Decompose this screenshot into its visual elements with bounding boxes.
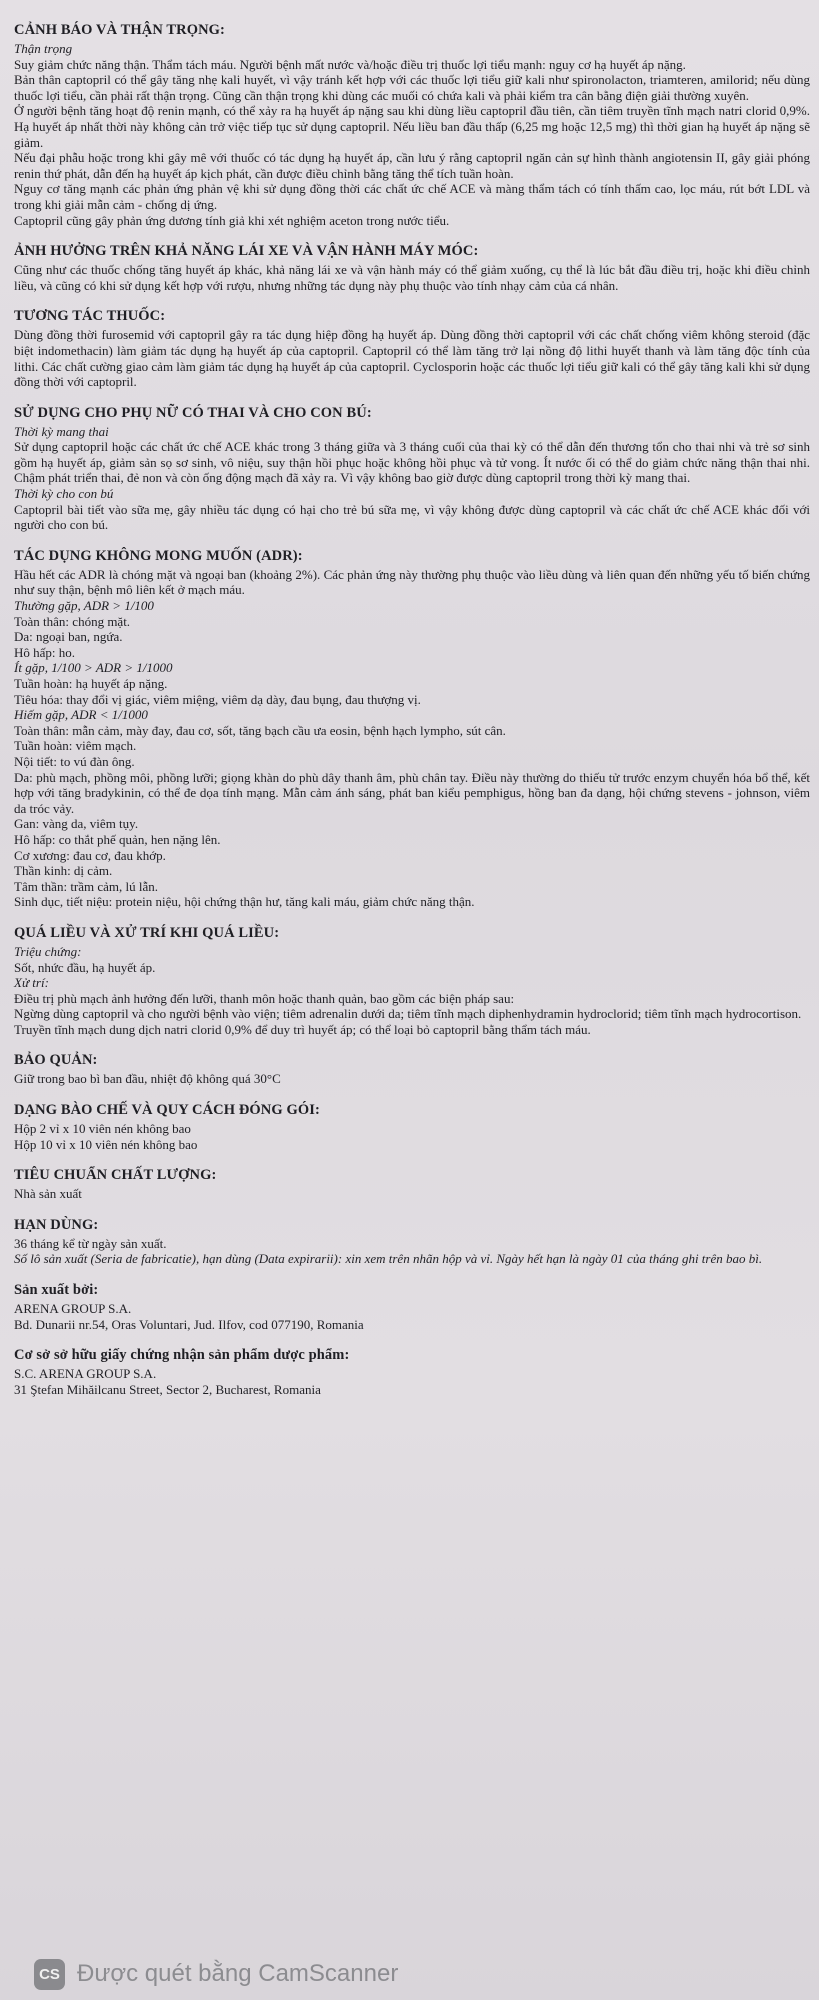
section-heading: SỬ DỤNG CHO PHỤ NỮ CÓ THAI VÀ CHO CON BÚ:	[14, 404, 372, 421]
section-heading: BẢO QUẢN:	[14, 1052, 98, 1069]
paragraph: Ở người bệnh tăng hoạt độ renin mạnh, có thể xảy ra hạ huyết áp nặng sau khi dùng liều captopril đầu tiên, cần tiêm truyền tĩnh mạch natri clorid 0,9%. Hạ huyết áp nhất thời này không cản trở việc tiếp tục sử dụng captopril. Nếu liều ban đầu thấp (6,25 mg hoặc 12,5 mg) thì thời gian hạ huyết áp nặng sẽ giảm.	[14, 103, 810, 150]
text-line: Tuần hoàn: hạ huyết áp nặng.	[14, 676, 168, 691]
leaflet-document	[14, 22, 810, 1412]
text-line: Toàn thân: chóng mặt.	[14, 613, 131, 629]
paragraph: Captopril cũng gây phản ứng dương tính giả khi xét nghiệm aceton trong nước tiểu.	[14, 212, 450, 228]
subheading: Thời kỳ mang thai	[14, 423, 109, 439]
subheading: Thường gặp, ADR > 1/100	[14, 598, 154, 614]
text-line: 36 tháng kể từ ngày sản xuất.	[14, 1235, 167, 1251]
section	[14, 1052, 810, 1087]
text-line: Sốt, nhức đầu, hạ huyết áp.	[14, 959, 156, 975]
paragraph: Dùng đồng thời furosemid với captopril gây ra tác dụng hiệp đồng hạ huyết áp. Dùng đồng thời captopril với các chất chống viêm không steroid (đặc biệt indomethacin) làm giảm tác dụng hạ huyết áp của captopril. Captopril có thể làm tăng trở lại nồng độ lithi huyết thanh và làm tăng độc tính của lithi. Các chất cường giao cảm làm giảm tác dụng hạ huyết áp của captopril. Cyclosporin hoặc các thuốc lợi tiểu giữ kali có thể gây tăng kali khi sử dụng đồng thời với captopril.	[14, 327, 810, 390]
subheading: Hiếm gặp, ADR < 1/1000	[14, 707, 148, 723]
text-line: Hô hấp: ho.	[14, 644, 76, 660]
section-heading: QUÁ LIỀU VÀ XỬ TRÍ KHI QUÁ LIỀU:	[14, 924, 280, 941]
section	[14, 1282, 810, 1332]
section	[14, 22, 810, 228]
camscanner-footer	[0, 1948, 819, 2000]
section-heading: Sản xuất bởi:	[14, 1282, 99, 1299]
section	[14, 1102, 810, 1152]
section-heading: Cơ sở sở hữu giấy chứng nhận sản phẩm dược phẩm:	[14, 1347, 350, 1364]
text-line: Điều trị phù mạch ảnh hưởng đến lưỡi, thanh môn hoặc thanh quản, bao gồm các biện pháp sau:	[14, 990, 515, 1006]
text-line: S.C. ARENA GROUP S.A.	[14, 1366, 157, 1382]
text-line: Truyền tĩnh mạch dung dịch natri clorid 0,9% để duy trì huyết áp; có thể loại bỏ captopril bằng thẩm tách máu.	[14, 1021, 591, 1037]
paragraph: Nếu đại phẫu hoặc trong khi gây mê với thuốc có tác dụng hạ huyết áp, cần lưu ý rằng captopril ngăn cản sự hình thành angiotensin II, gây giải phóng renin thứ phát, dẫn đến hạ huyết áp kịch phát, cần được điều chỉnh bằng tăng thể tích tuần hoàn.	[14, 150, 810, 181]
section-heading: CẢNH BÁO VÀ THẬN TRỌNG:	[14, 22, 225, 38]
paragraph: Da: phù mạch, phồng môi, phồng lưỡi; giọng khàn do phù dây thanh âm, phù chân tay. Điều này thường do thiếu tử trước enzym chuyển hóa bổ thể, kết hợp với tăng bradykinin, có thể đe dọa tính mạng. Mẫn cảm ánh sáng, phát ban kiểu pemphigus, hồng ban đa dạng, hội chứng stevens - johnson, viêm da tróc vảy.	[14, 769, 810, 816]
text-line: Thần kinh: dị cảm.	[14, 863, 113, 879]
text-line: Tuần hoàn: viêm mạch.	[14, 738, 137, 754]
text-line: Toàn thân: mẫn cảm, mày đay, đau cơ, sốt, tăng bạch cầu ưa eosin, bệnh hạch lympho, sút cân.	[14, 722, 506, 738]
subheading: Thời kỳ cho con bú	[14, 486, 114, 502]
camscanner-watermark: Được quét bằng CamScanner	[77, 1960, 399, 1987]
paragraph: Sử dụng captopril hoặc các chất ức chế ACE khác trong 3 tháng giữa và 3 tháng cuối của thai kỳ có thể dẫn đến thương tổn cho thai nhi và trẻ sơ sinh gồm hạ huyết áp, giảm sản sọ sơ sinh, vô niệu, suy thận hồi phục hoặc không hồi phục và tử vong. Ít nước ối có thể do giảm chức năng thận thai nhi. Chậm phát triển thai, đẻ non và còn ống động mạch đã xảy ra. Vì vậy không bao giờ được dùng captopril trong thời kỳ mang thai.	[14, 439, 810, 486]
subheading: Số lô sản xuất (Seria de fabricatie), hạn dùng (Data expirarii): xin xem trên nhãn hộp và vỉ. Ngày hết hạn là ngày 01 của tháng ghi trên bao bì.	[14, 1251, 763, 1267]
section	[14, 1217, 810, 1267]
paragraph: Suy giảm chức năng thận. Thẩm tách máu. Người bệnh mất nước và/hoặc điều trị thuốc lợi tiểu mạnh: nguy cơ hạ huyết áp nặng.	[14, 56, 686, 72]
text-line: Hô hấp: co thắt phế quản, hen nặng lên.	[14, 831, 221, 847]
section	[14, 308, 810, 389]
paragraph: Bản thân captopril có thể gây tăng nhẹ kali huyết, vì vậy tránh kết hợp với các thuốc lợi tiểu giữ kali như spironolacton, triamteren, amilorid; nếu dùng thuốc lợi tiểu, cần phải rất thận trọng. Cũng cần thận trọng khi dùng các muối có chứa kali và phải kiểm tra cân bằng điện giải thường xuyên.	[14, 72, 810, 103]
text-line: Bd. Dunarii nr.54, Oras Voluntari, Jud. Ilfov, cod 077190, Romania	[14, 1316, 364, 1332]
text-line: Tâm thần: trầm cảm, lú lẫn.	[14, 878, 159, 894]
camscanner-logo-icon: CS	[34, 1959, 65, 1990]
text-line: Giữ trong bao bì ban đầu, nhiệt độ không quá 30°C	[14, 1071, 281, 1087]
text-line: Hộp 10 vỉ x 10 viên nén không bao	[14, 1136, 198, 1152]
paragraph: Ngừng dùng captopril và cho người bệnh vào viện; tiêm adrenalin dưới da; tiêm tĩnh mạch diphenhydramin hydroclorid; tiêm tĩnh mạch hydrocortison.	[14, 1006, 802, 1022]
paragraph: Hầu hết các ADR là chóng mặt và ngoại ban (khoảng 2%). Các phản ứng này thường phụ thuộc vào liều dùng và liên quan đến những yếu tố biến chứng như suy thận, bệnh mô liên kết ở mạch máu.	[14, 566, 810, 598]
section-heading: TIÊU CHUẨN CHẤT LƯỢNG:	[14, 1167, 217, 1184]
section	[14, 925, 810, 1038]
text-line: Gan: vàng da, viêm tụy.	[14, 816, 139, 832]
text-line: 31 Ştefan Mihăilcanu Street, Sector 2, Bucharest, Romania	[14, 1381, 321, 1397]
text-line: ARENA GROUP S.A.	[14, 1301, 132, 1317]
section-heading: DẠNG BÀO CHẾ VÀ QUY CÁCH ĐÓNG GÓI:	[14, 1102, 320, 1119]
section	[14, 243, 810, 293]
section	[14, 405, 810, 533]
text-line: Nhà sản xuất	[14, 1186, 82, 1202]
text-line: Nội tiết: to vú đàn ông.	[14, 753, 135, 769]
paragraph: Nguy cơ tăng mạnh các phản ứng phản vệ khi sử dụng đồng thời các chất ức chế ACE và màng thẩm tách có tính thấm cao, lọc máu, rút bớt LDL và trong khi giải mẫn cảm - chống dị ứng.	[14, 181, 810, 212]
section	[14, 548, 810, 910]
section-heading: ẢNH HƯỞNG TRÊN KHẢ NĂNG LÁI XE VÀ VẬN HÀNH MÁY MÓC:	[14, 243, 479, 260]
subheading: Triệu chứng:	[14, 943, 82, 959]
section	[14, 1167, 810, 1202]
subheading: Ít gặp, 1/100 > ADR > 1/1000	[14, 660, 173, 676]
text-line: Da: ngoại ban, ngứa.	[14, 629, 123, 645]
section-heading: TƯƠNG TÁC THUỐC:	[14, 308, 166, 325]
subheading: Xử trí:	[14, 975, 49, 991]
text-line: Tiêu hóa: thay đổi vị giác, viêm miệng, viêm dạ dày, đau bụng, đau thượng vị.	[14, 691, 421, 707]
text-line: Cơ xương: đau cơ, đau khớp.	[14, 847, 166, 863]
paragraph: Cũng như các thuốc chống tăng huyết áp khác, khả năng lái xe và vận hành máy có thể giảm xuống, cụ thể là lúc bắt đầu điều trị, hoặc khi điều chỉnh liều, và cũng có khi sử dụng kết hợp với rượu, nhưng những tác dụng này phụ thuộc vào tính nhạy cảm của cá nhân.	[14, 262, 810, 293]
section-heading: HẠN DÙNG:	[14, 1216, 99, 1233]
section	[14, 1347, 810, 1397]
subheading: Thận trọng	[14, 41, 73, 56]
section-heading: TÁC DỤNG KHÔNG MONG MUỐN (ADR):	[14, 547, 303, 564]
text-line: Sinh dục, tiết niệu: protein niệu, hội chứng thận hư, tăng kali máu, giảm chức năng thận.	[14, 894, 475, 910]
paragraph: Captopril bài tiết vào sữa mẹ, gây nhiều tác dụng có hại cho trẻ bú sữa mẹ, vì vậy không được dùng captopril và các chất ức chế ACE khác đối với người cho con bú.	[14, 501, 810, 533]
text-line: Hộp 2 vỉ x 10 viên nén không bao	[14, 1121, 191, 1137]
